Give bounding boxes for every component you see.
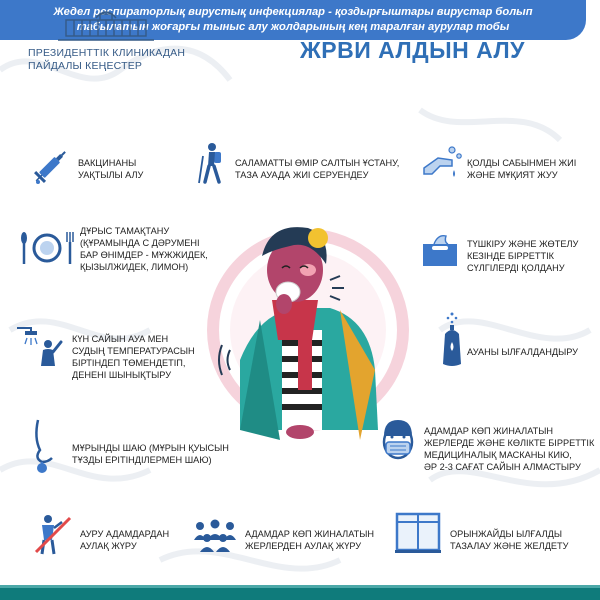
tip-walk — [235, 157, 399, 181]
tip-tissue-line: СҮЛГІЛЕРДІ ҚОЛДАНУ — [467, 263, 565, 273]
tip-shower-line: БІРТІНДЕП ТӨМЕНДЕТІП, — [72, 358, 186, 368]
tip-mask-line: АДАМДАР КӨП ЖИНАЛАТЫН — [424, 426, 553, 436]
tip-vaccine-line: УАҚТЫЛЫ АЛУ — [78, 170, 144, 180]
page-title: ЖРВИ АЛДЫН АЛУ — [300, 37, 525, 63]
banner-line-1: Жедел респираторлық вирустық инфекциялар - қоздырғыштары вирустар болып — [53, 6, 533, 18]
tip-tissue — [467, 238, 578, 274]
window-icon — [395, 512, 441, 554]
syringe-icon — [30, 145, 72, 187]
tip-food-line: ҚЫЗЫЛЖИДЕК, ЛИМОН) — [80, 262, 189, 272]
tip-wash-line: ЖӘНЕ МҰҚИЯТ ЖУУ — [467, 170, 558, 180]
organization-name — [28, 47, 198, 73]
tip-shower-line: ДЕНЕНІ ШЫНЫҚТЫРУ — [72, 370, 172, 380]
tip-vaccine-line: ВАКЦИНАНЫ — [78, 158, 137, 168]
hand-wash-icon — [418, 142, 466, 182]
tip-avoid-sick-line: АУРУ АДАМДАРДАН — [80, 529, 170, 539]
tip-food — [80, 225, 208, 273]
nose-icon — [28, 418, 62, 474]
crowd-icon — [192, 518, 238, 552]
tip-food-line: (ҚҰРАМЫНДА С ДӘРУМЕНІ — [80, 238, 200, 248]
tip-shower — [72, 333, 195, 381]
clinic-logo — [56, 6, 156, 46]
tip-nose-line: ТҰЗДЫ ЕРІТІНДІЛЕРМЕН ШАЮ) — [72, 455, 212, 465]
tip-humidify-line: АУАНЫ ЫЛҒАЛДАНДЫРУ — [467, 347, 578, 357]
tip-shower-line: КҮН САЙЫН АУА МЕН — [72, 334, 169, 344]
tip-nose — [72, 442, 229, 466]
tip-vaccine — [78, 157, 143, 181]
shower-icon — [15, 322, 67, 366]
tip-avoid-sick-line: АУЛАҚ ЖҮРУ — [80, 541, 137, 551]
tip-walk-line: ТАЗА АУАДА ЖИІ СЕРУЕНДЕУ — [235, 170, 369, 180]
tip-avoid-crowds-line: АДАМДАР КӨП ЖИНАЛАТЫН — [245, 529, 374, 539]
tip-ventilate — [450, 528, 569, 552]
humidifier-icon — [441, 312, 463, 368]
hiker-icon — [195, 142, 229, 184]
tip-mask-line: ӘР 2-3 САҒАТ САЙЫН АЛМАСТЫРУ — [424, 462, 581, 472]
tip-mask — [424, 425, 594, 473]
tip-walk-line: САЛАМАТТЫ ӨМІР САЛТЫН ҰСТАНУ, — [235, 158, 400, 168]
banner-line-2: табылатын жоғарғы тыныс алу жолдарының кең таралған аурулар тобы — [76, 21, 510, 33]
tip-ventilate-line: ОРЫНЖАЙДЫ ЫЛҒАЛДЫ — [450, 529, 563, 539]
org-line-1: ПРЕЗИДЕНТТІК КЛИНИКАДАН — [28, 47, 186, 59]
tip-avoid-crowds — [245, 528, 374, 552]
plate-cutlery-icon — [20, 230, 74, 266]
sick-person-illustration — [200, 200, 410, 460]
tissue-box-icon — [420, 232, 460, 270]
tip-food-line: ДҰРЫС ТАМАҚТАНУ — [80, 226, 170, 236]
tip-food-line: БАР ӨНІМДЕР - МҰЖЖИДЕК, — [80, 250, 208, 260]
tip-nose-line: МҰРЫНДЫ ШАЮ (МҰРЫН ҚУЫСЫН — [72, 443, 229, 453]
tip-wash — [467, 157, 576, 181]
tip-avoid-sick — [80, 528, 169, 552]
tip-mask-line: МЕДИЦИНАЛЫҚ МАСКАНЫ КИЮ, — [424, 450, 572, 460]
tip-tissue-line: ТҮШКІРУ ЖӘНЕ ЖӨТЕЛУ — [467, 239, 579, 249]
tip-ventilate-line: ТАЗАЛАУ ЖӘНЕ ЖЕЛДЕТУ — [450, 541, 569, 551]
tip-shower-line: СУДЫҢ ТЕМПЕРАТУРАСЫН — [72, 346, 195, 356]
footer-bar — [0, 588, 600, 600]
tip-mask-line: ЖЕРЛЕРДЕ ЖӘНЕ КӨЛІКТЕ БІРРЕТТІК — [424, 438, 595, 448]
tip-avoid-crowds-line: ЖЕРЛЕРДЕН АУЛАҚ ЖҮРУ — [245, 541, 362, 551]
org-line-2: ПАЙДАЛЫ КЕҢЕСТЕР — [28, 60, 143, 72]
tip-wash-line: ҚОЛДЫ САБЫНМЕН ЖИІ — [467, 158, 577, 168]
avoid-sick-icon — [30, 512, 74, 556]
tip-humidify — [467, 346, 578, 358]
tip-tissue-line: КЕЗІНДЕ БІРРЕТТІК — [467, 251, 555, 261]
